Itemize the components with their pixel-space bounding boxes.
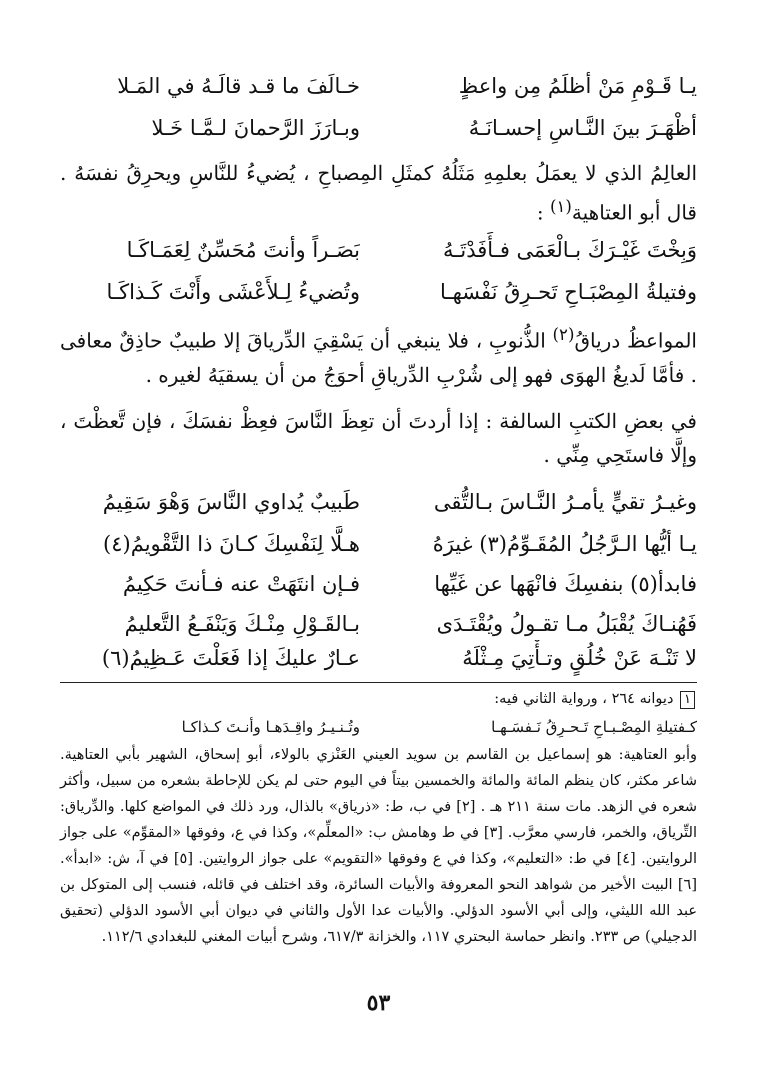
- prose-text: المواعظُ درياقُ: [574, 328, 697, 353]
- footnote-ref: (٢): [552, 325, 575, 344]
- footnote-text: ديوانه ٢٦٤ ، ورواية الثاني فيه:: [494, 691, 674, 707]
- verse-second-hemistich: فـإن انتَهَتْ عنه فـأنتَ حَكِيمُ: [122, 572, 360, 596]
- prose-paragraph: [60, 318, 697, 392]
- verse-second-hemistich: بَصَـراً وأنتَ مُحَسِّنٌ لِعَمَـاكَـا: [126, 238, 360, 262]
- footnote-1: [60, 686, 697, 712]
- verse-line: [60, 640, 697, 676]
- footnote-ref: (١): [549, 197, 572, 216]
- verse-first-hemistich: وَبِخْتَ غَيْـرَكَ بـالْعَمَى فـأَفَدْتَـهُ: [442, 238, 697, 262]
- verse-first-hemistich: وفتيلةُ المِصْبَـاحِ تَحـرِقُ نَفْسَهـا: [440, 280, 697, 304]
- verse-second-hemistich: طَبيبٌ يُداوي النَّاسَ وَهْوَ سَقِيمُ: [102, 490, 360, 514]
- verse-line: [60, 484, 697, 520]
- verse-second-hemistich: وتُضيءُ لِـلأَعْشَى وأَنْتَ كَـذاكَـا: [106, 280, 360, 304]
- verse-second-hemistich: وتُـنـيـرُ واقِـدَهـا وأنـتَ كـذاكـا: [181, 718, 360, 736]
- verse-second-hemistich: هـلَّا لِنَفْسِكَ كـانَ ذا التَّقْويمُ(٤): [103, 532, 360, 556]
- verse-line: [60, 232, 697, 268]
- footnotes-text: وأبو العتاهية: هو إسماعيل بن القاسم بن سويد العيني العَنْزي بالولاء، أبو إسحاق، الشهير بأبي العتاهية. شاعر مكثر، كان ينظم المائة والمائة والخمسين بيتاً في اليوم حتى لم يكن للإحاطة بشعره من سبيل، وأكثر شعره في الزهد. مات سنة ٢١١ هـ . [٢] في ب، ط: «ذرياق» بالذال، ورد ذلك في المواضع كلها. والدِّرياق: التِّرياق، والخمر، فارسي معرَّب. [٣] في ط وهامش ب: «المعلِّم»، وكذا في ع، وفوقها «المقوِّم» على جواز الروايتين. [٤] في ط: «التعليم»، وكذا في ع وفوقها «التقويم» على جواز الروايتين. [٥] في آ، ش: «ابدأ». [٦] البيت الأخير من شواهد النحو المعروفة والأبيات السائرة، وقد اختلف في قائله، فنسب إلى المتوكل بن عبد الله الليثي، وإلى أبي الأسود الدؤلي. والأبيات عدا الأول والثاني في ديوان أبي الأسود الدؤلي (تحقيق الدجيلي) ص ٢٣٣. وانظر حماسة البحتري ١١٧، والخزانة ٦١٧/٣، وشرح أبيات المغني للبغدادي ١١٢/٦.: [60, 747, 697, 945]
- prose-paragraph: [60, 404, 697, 472]
- verse-second-hemistich: وبـارَزَ الرَّحمانَ لـمَّـا خَـلا: [151, 116, 360, 140]
- prose-text: في بعضِ الكتبِ السالفة : إذا أردتَ أن تعِظَ النَّاسَ فعِظْ نفسَكَ ، فإن تَّعظْتَ ، وإلَّا فاستَحِي مِنِّي .: [60, 409, 697, 467]
- footnote-verse: [60, 714, 697, 740]
- verse-second-hemistich: عـارٌ عليكَ إذا فَعَلْتَ عَـظِيمُ(٦): [101, 646, 360, 670]
- verse-first-hemistich: يـا أيُّها الـرَّجُلُ المُقَـوِّمُ(٣) غيرَهُ: [432, 532, 697, 556]
- verse-first-hemistich: أظْهَـرَ بينَ النَّـاسِ إحسـانَـهُ: [468, 116, 697, 140]
- footnotes-block: [60, 742, 697, 950]
- verse-first-hemistich: فَهُنـاكَ يُقْبَلُ مـا تقـولُ ويُقْتَـدَى: [436, 612, 697, 636]
- verse-line: [60, 110, 697, 146]
- verse-line: [60, 606, 697, 642]
- verse-line: [60, 274, 697, 310]
- prose-paragraph: [60, 156, 697, 230]
- footnote-number: ١: [680, 691, 695, 709]
- footnote-separator: [60, 682, 697, 683]
- verse-first-hemistich: يـا قَـوْمِ مَنْ أظلَمُ مِن واعظٍ: [458, 74, 697, 98]
- verse-line: [60, 68, 697, 104]
- verse-first-hemistich: كـفتيلةِ المِصْـبـاحِ تَـحـرِقُ نَـفسَـهـا: [491, 718, 697, 736]
- verse-first-hemistich: فابدأ(٥) بنفسِكَ فانْهَها عن غَيِّها: [434, 572, 697, 596]
- verse-line: [60, 526, 697, 562]
- verse-first-hemistich: لا تَنْـهَ عَنْ خُلُقٍ وتـأْتِيَ مِـثْلَهُ: [462, 646, 697, 670]
- prose-text: العالِمُ الذي لا يعمَلُ بعلمِهِ مَثَلُهُ كمثَلِ المِصباحِ ، يُضيءُ للنَّاسِ ويحرِقُ نفسَهُ . قال أبو العتاهية: [60, 161, 697, 225]
- verse-first-hemistich: وغيـرُ تقيٍّ يأمـرُ النَّـاسَ بـالتُّقى: [433, 490, 697, 514]
- verse-line: [60, 566, 697, 602]
- page-number: ٥٣: [366, 990, 391, 1016]
- prose-colon: :: [536, 200, 544, 225]
- prose-text: الذُّنوبِ ، فلا ينبغي أن يَسْقِيَ الدِّرياقَ إلا طبيبٌ حاذِقٌ معافى . فأمَّا لَديغُ الهوَى فهو إلى شُرْبِ الدِّرياقِ أحوَجُ من أن يسقيَهُ لغيره .: [60, 328, 697, 387]
- verse-second-hemistich: خـالَفَ ما قـد قالَـهُ في المَـلا: [117, 74, 360, 98]
- verse-second-hemistich: بـالقَـوْلِ مِنْـكَ وَيَنْفَـعُ التَّعليمُ: [124, 612, 360, 636]
